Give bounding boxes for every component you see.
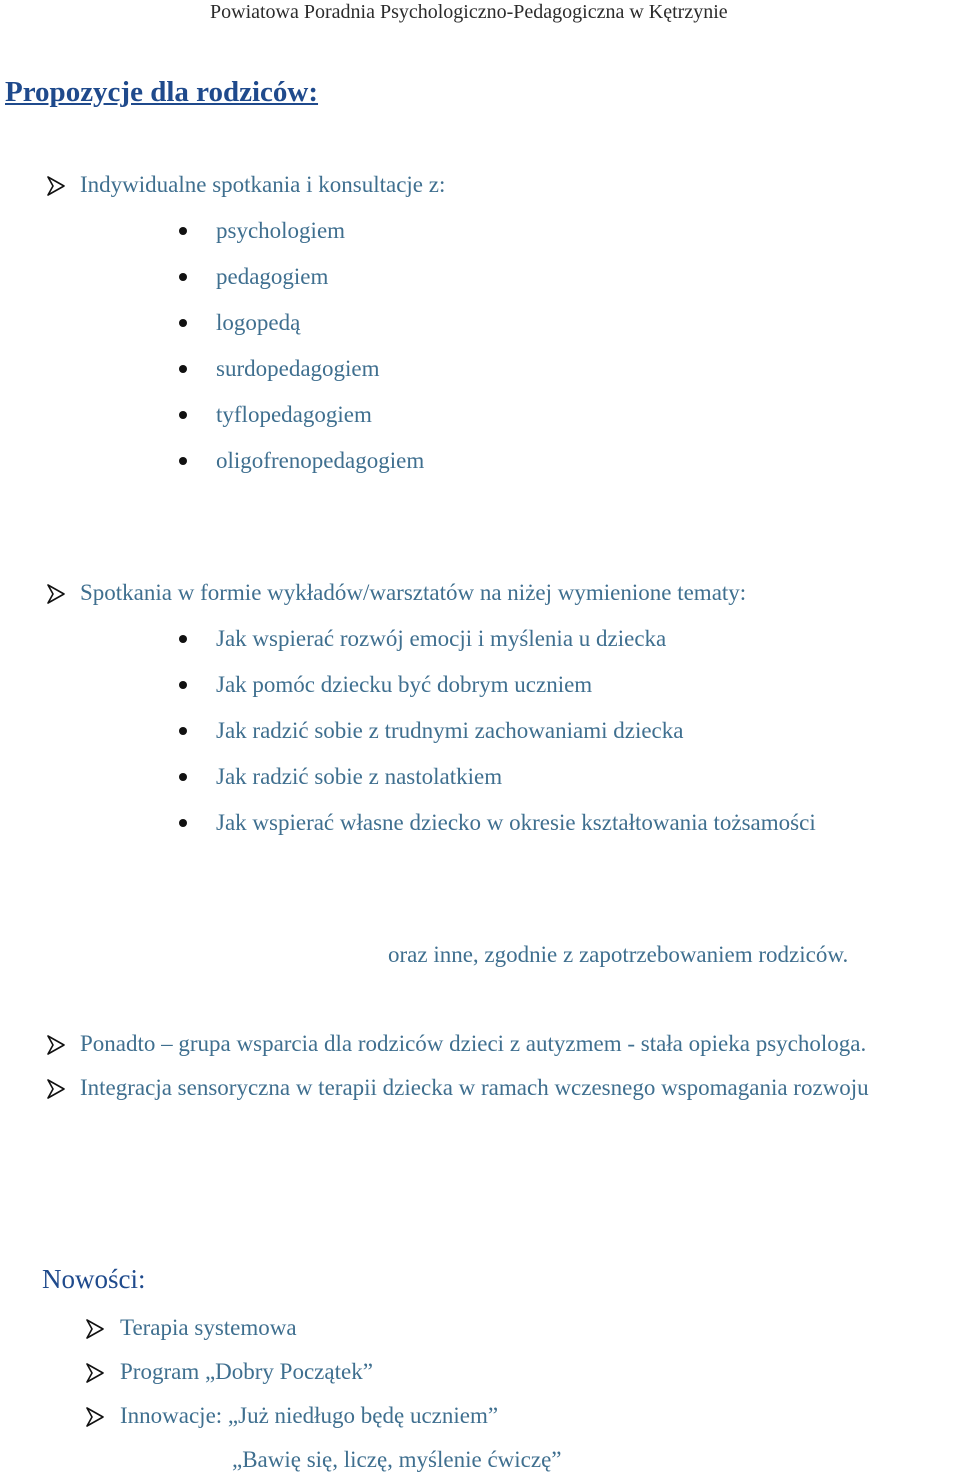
page-title: Propozycje dla rodziców:	[5, 76, 319, 108]
list-item: surdopedagogiem	[216, 356, 380, 381]
round-bullet-icon	[179, 635, 187, 643]
list-item: Jak wspierać rozwój emocji i myślenia u dziecka	[216, 626, 667, 651]
list-item: logopedą	[216, 310, 301, 335]
list-item: oligofrenopedagogiem	[216, 448, 425, 473]
list-item: Jak wspierać własne dziecko w okresie kształtowania tożsamości	[216, 810, 816, 835]
section2-note: oraz inne, zgodnie z zapotrzebowaniem rodziców.	[388, 942, 849, 967]
list-item: Jak radzić sobie z nastolatkiem	[216, 764, 503, 789]
round-bullet-icon	[179, 773, 187, 781]
list-item: Innowacje: „Już niedługo będę uczniem”	[120, 1403, 499, 1428]
list-item: Integracja sensoryczna w terapii dziecka w ramach wczesnego wspomagania rozwoju	[80, 1075, 869, 1100]
round-bullet-icon	[179, 411, 187, 419]
arrowhead-bullet-icon	[86, 1407, 104, 1427]
list-item: Jak radzić sobie z trudnymi zachowaniami dziecka	[216, 718, 684, 743]
arrowhead-bullet-icon	[86, 1319, 104, 1339]
list-item: Ponadto – grupa wsparcia dla rodziców dzieci z autyzmem - stała opieka psychologa.	[80, 1031, 867, 1056]
section2-heading: Spotkania w formie wykładów/warsztatów na niżej wymienione tematy:	[80, 580, 747, 605]
round-bullet-icon	[179, 227, 187, 235]
list-item: psychologiem	[216, 218, 346, 243]
list-item: pedagogiem	[216, 264, 329, 289]
arrowhead-bullet-icon	[47, 176, 65, 196]
round-bullet-icon	[179, 727, 187, 735]
section1-heading: Indywidualne spotkania i konsultacje z:	[80, 172, 446, 197]
round-bullet-icon	[179, 681, 187, 689]
round-bullet-icon	[179, 819, 187, 827]
arrowhead-bullet-icon	[47, 1035, 65, 1055]
arrowhead-bullet-icon	[47, 1079, 65, 1099]
round-bullet-icon	[179, 319, 187, 327]
list-item: tyflopedagogiem	[216, 402, 372, 427]
list-item: Terapia systemowa	[120, 1315, 297, 1340]
news-continuation: „Bawię się, liczę, myślenie ćwiczę”	[232, 1447, 562, 1472]
running-header: Powiatowa Poradnia Psychologiczno-Pedagogiczna w Kętrzynie	[210, 1, 728, 23]
arrowhead-bullet-icon	[47, 584, 65, 604]
list-item: Program „Dobry Początek”	[120, 1359, 373, 1384]
round-bullet-icon	[179, 457, 187, 465]
round-bullet-icon	[179, 273, 187, 281]
round-bullet-icon	[179, 365, 187, 373]
arrowhead-bullet-icon	[86, 1363, 104, 1383]
list-item: Jak pomóc dziecku być dobrym uczniem	[216, 672, 593, 697]
news-title: Nowości:	[42, 1264, 146, 1294]
